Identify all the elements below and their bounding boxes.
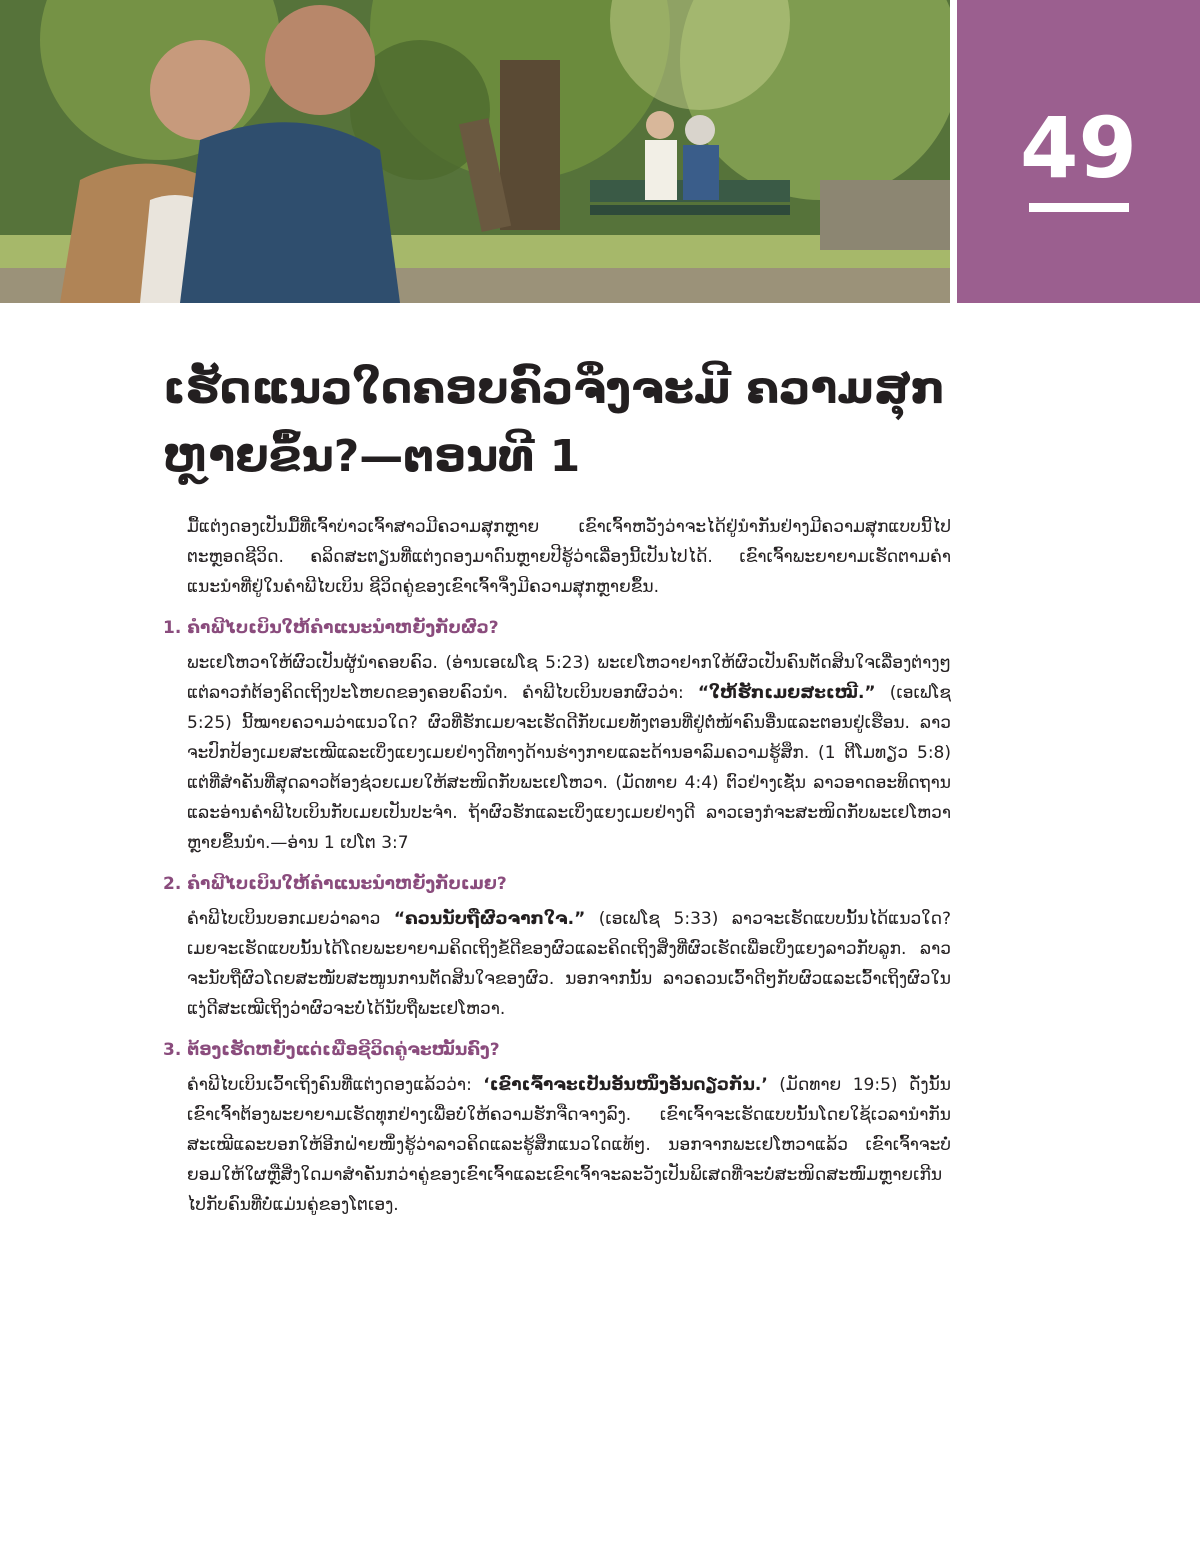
lesson-number-underline — [1029, 203, 1129, 212]
answer-3-part-1: ຄຳພີໄບເບິນເວົ້າເຖິງຄົນທີ່ແຕ່ງດອງແລ້ວວ່າ: — [187, 1075, 484, 1095]
lesson-number-box — [957, 0, 1200, 303]
hero-photo — [0, 0, 950, 303]
answer-1-part-2: (ເອເຟໂຊ 5:25) ນີ້ໝາຍຄວາມວ່າແນວໃດ? ຜົວທີ່ຮັກເມຍຈະເຮັດດີກັບເມຍທັງຕອນທີ່ຢູ່ຕໍ່ໜ້າຄົນອື່ນແລະຕອນຢູ່ເຮືອນ. ລາວຈະປົກປ້ອງເມຍສະເໝີແລະເບິ່ງແຍງເມຍຢ່າງດີທາງດ້ານຮ່າງກາຍແລະດ້ານອາລົມຄວາມຮູ້ສຶກ. (1 ຕີໂມທຽວ 5:8) ແຕ່ທີ່ສຳຄັນທີ່ສຸດລາວຕ້ອງຊ່ວຍເມຍໃຫ້ສະໜິດກັບພະເຢໂຫວາ. (ມັດທາຍ 4:4) ຕົວຢ່າງເຊັ່ນ ລາວອາດອະທິດຖານແລະອ່ານຄຳພີໄບເບິນກັບເມຍເປັນປະຈຳ. ຖ້າຜົວຮັກແລະເບິ່ງແຍງເມຍຢ່າງດີ ລາວເອງກໍຈະສະໜິດກັບພະເຢໂຫວາຫຼາຍຂຶ້ນນຳ.—ອ່ານ 1 ເປໂຕ 3:7 — [187, 683, 951, 853]
question-2 — [163, 870, 951, 898]
answer-2-part-1: ຄຳພີໄບເບິນບອກເມຍວ່າລາວ — [187, 909, 394, 929]
question-1 — [163, 614, 951, 642]
question-2-number: 2. — [163, 874, 182, 894]
answer-1-part-1: ພະເຢໂຫວາໃຫ້ຜົວເປັນຜູ້ນຳຄອບຄົວ. (ອ່ານເອເຟໂຊ 5:23) ພະເຢໂຫວາຢາກໃຫ້ຜົວເປັນຄົນຕັດສິນໃຈເລື່ອງຕ່າງໆ ແຕ່ລາວກໍຕ້ອງຄິດເຖິງປະໂຫຍດຂອງຄອບຄົວນຳ. ຄຳພີໄບເບິນບອກຜົວວ່າ: — [187, 653, 951, 703]
lesson-number: 49 — [1020, 99, 1137, 197]
answer-3-quote: ‘ເຂົາເຈົ້າຈະເປັນອັນໜຶ່ງອັນດຽວກັນ.’ — [483, 1075, 768, 1095]
lesson-title: ເຮັດແນວໃດຄອບຄົວຈຶ່ງຈະມີ ຄວາມສຸກຫຼາຍຂຶ້ນ?—ຕອນທີ 1 — [163, 363, 946, 482]
answer-2-part-2: (ເອເຟໂຊ 5:33) ລາວຈະເຮັດແບບນັ້ນໄດ້ແນວໃດ? ເມຍຈະເຮັດແບບນັ້ນໄດ້ໂດຍພະຍາຍາມຄິດເຖິງຂໍ້ດີຂອງຜົວແລະຄິດເຖິງສິ່ງທີ່ຜົວເຮັດເພື່ອເບິ່ງແຍງລາວກັບລູກ. ລາວຈະນັບຖືຜົວໂດຍສະໜັບສະໜູນການຕັດສິນໃຈຂອງຜົວ. ນອກຈາກນັ້ນ ລາວຄວນເວົ້າດີໆກັບຜົວແລະເວົ້າເຖິງຜົວໃນແງ່ດີສະເໝີເຖິງວ່າຜົວຈະບໍ່ໄດ້ນັບຖືພະເຢໂຫວາ. — [187, 909, 952, 1019]
lesson-content — [163, 512, 951, 1232]
answer-2-paragraph — [163, 904, 951, 1024]
answer-1-paragraph — [163, 648, 951, 858]
question-3-number: 3. — [163, 1040, 182, 1060]
question-3-text: ຕ້ອງເຮັດຫຍັງແດ່ເພື່ອຊີວິດຄູ່ຈະໝັ້ນຄົງ? — [187, 1040, 500, 1060]
question-3 — [163, 1036, 951, 1064]
question-1-text: ຄຳພີໄບເບິນໃຫ້ຄຳແນະນຳຫຍັງກັບຜົວ? — [187, 618, 499, 638]
answer-1-quote: “ໃຫ້ຮັກເມຍສະເໝີ.” — [697, 683, 876, 703]
answer-3-part-2: (ມັດທາຍ 19:5) ດັ່ງນັ້ນ ເຂົາເຈົ້າຕ້ອງພະຍາຍາມເຮັດທຸກຢ່າງເພື່ອບໍ່ໃຫ້ຄວາມຮັກຈືດຈາງລົງ. ເຂົາເຈົ້າຈະເຮັດແບບນັ້ນໂດຍໃຊ້ເວລານຳກັນສະເໝີແລະບອກໃຫ້ອີກຝ່າຍໜຶ່ງຮູ້ວ່າລາວຄິດແລະຮູ້ສຶກແນວໃດແທ້ໆ. ນອກຈາກພະເຢໂຫວາແລ້ວ ເຂົາເຈົ້າຈະບໍ່ຍອມໃຫ້ໃຜຫຼືສິ່ງໃດມາສຳຄັນກວ່າຄູ່ຂອງເຂົາເຈົ້າແລະເຂົາເຈົ້າຈະລະວັງເປັນພິເສດທີ່ຈະບໍ່ສະໜິດສະໜົມຫຼາຍເກີນໄປກັບຄົນທີ່ບໍ່ແມ່ນຄູ່ຂອງໂຕເອງ. — [187, 1075, 951, 1215]
answer-2-quote: “ຄວນນັບຖືຜົວຈາກໃຈ.” — [393, 909, 586, 929]
answer-3-paragraph — [163, 1070, 951, 1220]
intro-paragraph: ມື້ແຕ່ງດອງເປັນມື້ທີ່ເຈົ້າບ່າວເຈົ້າສາວມີຄວາມສຸກຫຼາຍ ເຂົາເຈົ້າຫວັງວ່າຈະໄດ້ຢູ່ນຳກັນຢ່າງມີຄວາມສຸກແບບນີ້ໄປຕະຫຼອດຊີວິດ. ຄລິດສະຕຽນທີ່ແຕ່ງດອງມາດົນຫຼາຍປີຮູ້ວ່າເລື່ອງນີ້ເປັນໄປໄດ້. ເຂົາເຈົ້າພະຍາຍາມເຮັດຕາມຄຳແນະນຳທີ່ຢູ່ໃນຄຳພີໄບເບິນ ຊີວິດຄູ່ຂອງເຂົາເຈົ້າຈຶ່ງມີຄວາມສຸກຫຼາຍຂຶ້ນ. — [187, 517, 951, 597]
park-couple-illustration — [0, 0, 950, 303]
question-2-text: ຄຳພີໄບເບິນໃຫ້ຄຳແນະນຳຫຍັງກັບເມຍ? — [187, 874, 507, 894]
question-1-number: 1. — [163, 618, 182, 638]
